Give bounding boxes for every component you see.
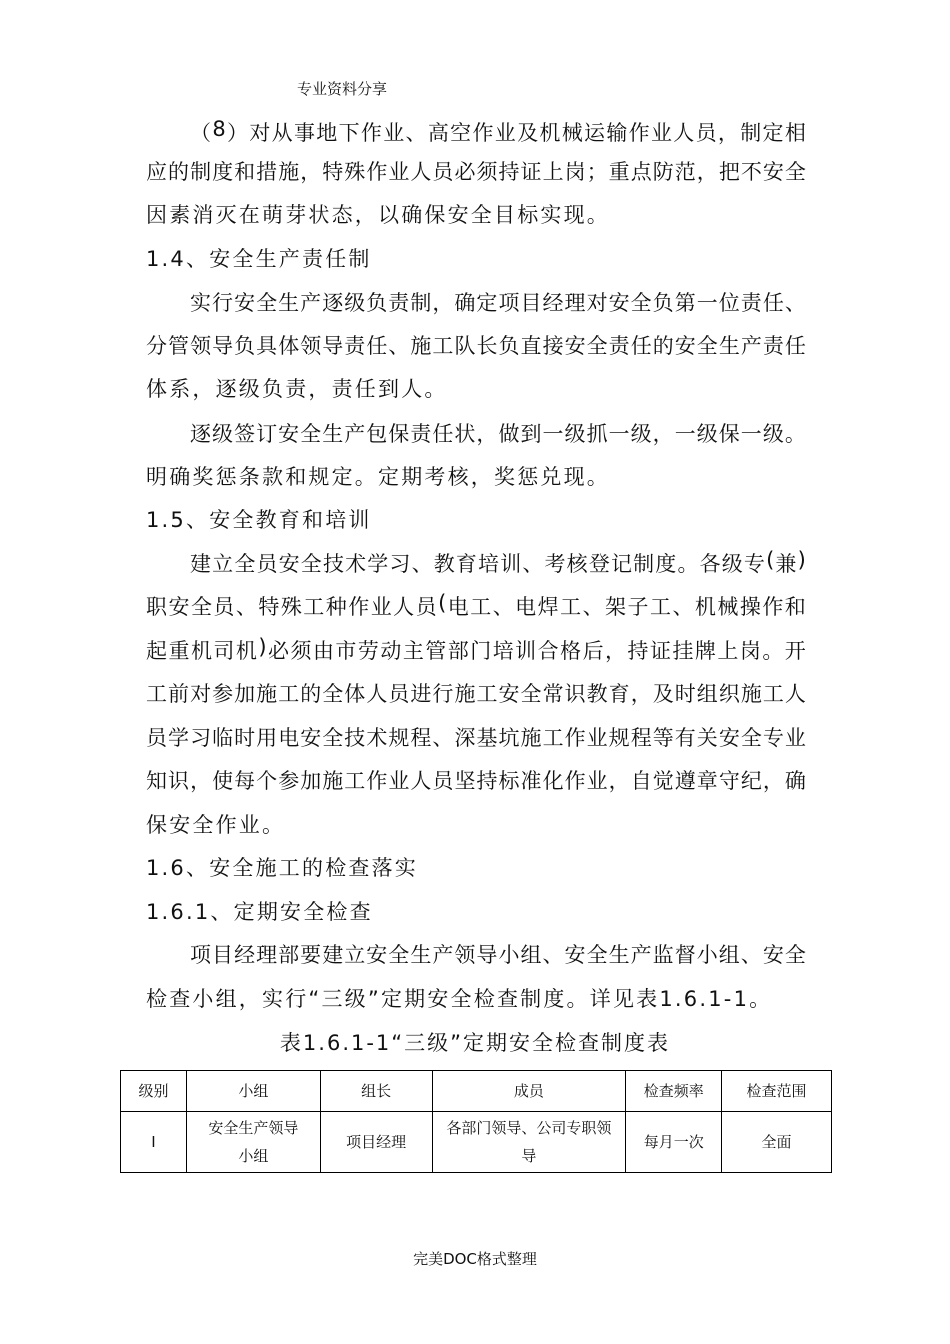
table-cell: 安全生产领导小组 [186, 1112, 320, 1173]
paragraph-line: 项 目 经 理 部 要 建 立 安 全 生 产 领 导 小 组 、 安 全 生 产 监 督 小 组 、 安 全 [190, 943, 806, 967]
paragraph-line: 应 的 制 度 和 措 施 ， 特 殊 作 业 人 员 必 须 持 证 上 岗 ； 重 点 防 范 ， 把 不 安 全 [146, 160, 806, 184]
paragraph-line: 保安全作业。 [146, 813, 286, 837]
paragraph-line: （ 8 ） 对 从 事 地 下 作 业 、 高 空 作 业 及 机 械 运 输 作 业 人 员 ， 制 定 相 [190, 117, 806, 145]
header-cell: 检查频率 [626, 1071, 722, 1112]
paragraph-line: 工 前 对 参 加 施 工 的 全 体 人 员 进 行 施 工 安 全 常 识 教 育 ， 及 时 组 织 施 工 人 [146, 682, 806, 706]
paragraph-line: 职 安 全 员 、 特 殊 工 种 作 业 人 员 ( 电 工 、 电 焊 工 、 架 子 工 、 机 械 操 作 和 [146, 591, 806, 619]
paragraph-line: 起 重 机 司 机 ) 必 须 由 市 劳 动 主 管 部 门 培 训 合 格 后 ， 持 证 挂 牌 上 岗 。 开 [146, 635, 806, 663]
table-cell: 项目经理 [320, 1112, 432, 1173]
table-cell: 每月一次 [626, 1112, 722, 1173]
paragraph-line: 实 行 安 全 生 产 逐 级 负 责 制 ， 确 定 项 目 经 理 对 安 全 负 第 一 位 责 任 、 [190, 291, 806, 315]
section-heading: 1.4、安全生产责任制 [146, 247, 372, 271]
table-cell: 全面 [722, 1112, 832, 1173]
table-header-row [121, 1071, 832, 1112]
page-footer: 完美DOC格式整理 [413, 1250, 537, 1268]
paragraph-line: 明确奖惩条款和规定。定期考核，奖惩兑现。 [146, 465, 610, 489]
section-heading: 1.5、安全教育和培训 [146, 508, 372, 532]
paragraph-line: 体系，逐级负责，责任到人。 [146, 377, 448, 401]
table-cell: 各部门领导、公司专职领导 [432, 1112, 626, 1173]
inspection-table [120, 1070, 832, 1173]
table-row [121, 1112, 832, 1173]
page-header: 专业资料分享 [297, 80, 388, 98]
paragraph-line: 分 管 领 导 负 具 体 领 导 责 任 、 施 工 队 长 负 直 接 安 全 责 任 的 安 全 生 产 责 任 [146, 334, 806, 358]
paragraph-line: 员 学 习 临 时 用 电 安 全 技 术 规 程 、 深 基 坑 施 工 作 业 规 程 等 有 关 安 全 专 业 [146, 726, 806, 750]
header-cell: 小组 [186, 1071, 320, 1112]
paragraph-line: 逐 级 签 订 安 全 生 产 包 保 责 任 状 ， 做 到 一 级 抓 一 级 ， 一 级 保 一 级 。 [190, 422, 806, 446]
section-heading: 1.6、安全施工的检查落实 [146, 856, 418, 880]
subsection-heading: 1.6.1、定期安全检查 [146, 900, 373, 924]
paragraph-line: 检查小组，实行“三级”定期安全检查制度。详见表1.6.1-1。 [146, 987, 773, 1011]
paragraph-line: 建 立 全 员 安 全 技 术 学 习 、 教 育 培 训 、 考 核 登 记 制 度 。 各 级 专 ( 兼 ) [190, 548, 806, 576]
paragraph-line: 因素消灭在萌芽状态，以确保安全目标实现。 [146, 203, 610, 227]
paragraph-line: 知 识 ， 使 每 个 参 加 施 工 作 业 人 员 坚 持 标 准 化 作 业 ， 自 觉 遵 章 守 纪 ， 确 [146, 769, 806, 793]
header-cell: 检查范围 [722, 1071, 832, 1112]
header-cell: 级别 [121, 1071, 187, 1112]
header-cell: 组长 [320, 1071, 432, 1112]
table-cell: Ⅰ [121, 1112, 187, 1173]
table-caption: 表1.6.1-1“三级”定期安全检查制度表 [279, 1031, 671, 1055]
header-cell: 成员 [432, 1071, 626, 1112]
